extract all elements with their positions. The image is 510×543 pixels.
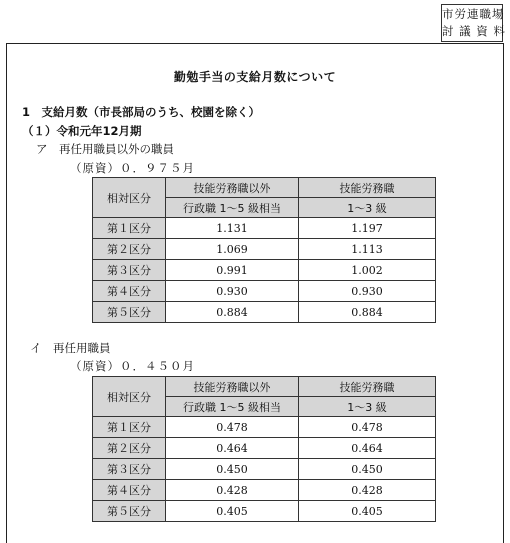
col2-header-top: 技能労務職	[299, 377, 436, 397]
value-cell: 0.405	[166, 501, 299, 522]
value-cell: 0.930	[166, 281, 299, 302]
group-a-table	[92, 177, 436, 323]
table-corner-header: 相対区分	[93, 178, 166, 218]
value-cell: 0.930	[299, 281, 436, 302]
col2-header-bottom: 1～3 級	[299, 397, 436, 417]
col1-header-top: 技能労務職以外	[166, 178, 299, 198]
value-cell: 0.450	[166, 459, 299, 480]
value-cell: 1.131	[166, 218, 299, 239]
col1-header-bottom: 行政職 1～5 級相当	[166, 397, 299, 417]
value-cell: 0.464	[166, 438, 299, 459]
period-heading: （１）令和元年12月期	[22, 124, 142, 138]
value-cell: 0.478	[166, 417, 299, 438]
value-cell: 0.991	[166, 260, 299, 281]
value-cell: 0.464	[299, 438, 436, 459]
table-row	[93, 302, 436, 323]
document-title: 勤勉手当の支給月数について	[173, 70, 337, 84]
value-cell: 1.197	[299, 218, 436, 239]
table-row	[93, 281, 436, 302]
table-row	[93, 260, 436, 281]
row-label: 第１区分	[93, 417, 166, 438]
table-row	[93, 218, 436, 239]
table-row	[93, 501, 436, 522]
group-i-base-amount: （原資）０．４５０月	[70, 359, 195, 373]
section-heading: 1 支給月数（市長部局のうち、校園を除く）	[22, 105, 260, 119]
group-a-base-amount: （原資）０．９７５月	[70, 161, 195, 175]
row-label: 第５区分	[93, 501, 166, 522]
group-i-table	[92, 376, 436, 522]
group-i-heading: イ 再任用職員	[30, 341, 111, 355]
value-cell: 0.428	[166, 480, 299, 501]
table-row	[93, 239, 436, 260]
discussion-material-stamp	[441, 4, 506, 42]
col1-header-bottom: 行政職 1～5 級相当	[166, 198, 299, 218]
value-cell: 0.428	[299, 480, 436, 501]
stamp-line-2: 討 議 資 料	[442, 24, 506, 38]
row-label: 第２区分	[93, 438, 166, 459]
value-cell: 1.113	[299, 239, 436, 260]
value-cell: 1.069	[166, 239, 299, 260]
stamp-line-1: 市労連職場	[442, 7, 505, 21]
row-label: 第１区分	[93, 218, 166, 239]
value-cell: 1.002	[299, 260, 436, 281]
row-label: 第４区分	[93, 480, 166, 501]
col2-header-bottom: 1～3 級	[299, 198, 436, 218]
value-cell: 0.884	[299, 302, 436, 323]
table-row	[93, 417, 436, 438]
value-cell: 0.478	[299, 417, 436, 438]
table-row	[93, 438, 436, 459]
row-label: 第５区分	[93, 302, 166, 323]
table-row	[93, 480, 436, 501]
table-row	[93, 459, 436, 480]
value-cell: 0.884	[166, 302, 299, 323]
row-label: 第３区分	[93, 459, 166, 480]
col1-header-top: 技能労務職以外	[166, 377, 299, 397]
row-label: 第２区分	[93, 239, 166, 260]
row-label: 第３区分	[93, 260, 166, 281]
group-a-heading: ア 再任用職員以外の職員	[36, 142, 174, 156]
value-cell: 0.405	[299, 501, 436, 522]
row-label: 第４区分	[93, 281, 166, 302]
col2-header-top: 技能労務職	[299, 178, 436, 198]
table-corner-header: 相対区分	[93, 377, 166, 417]
value-cell: 0.450	[299, 459, 436, 480]
